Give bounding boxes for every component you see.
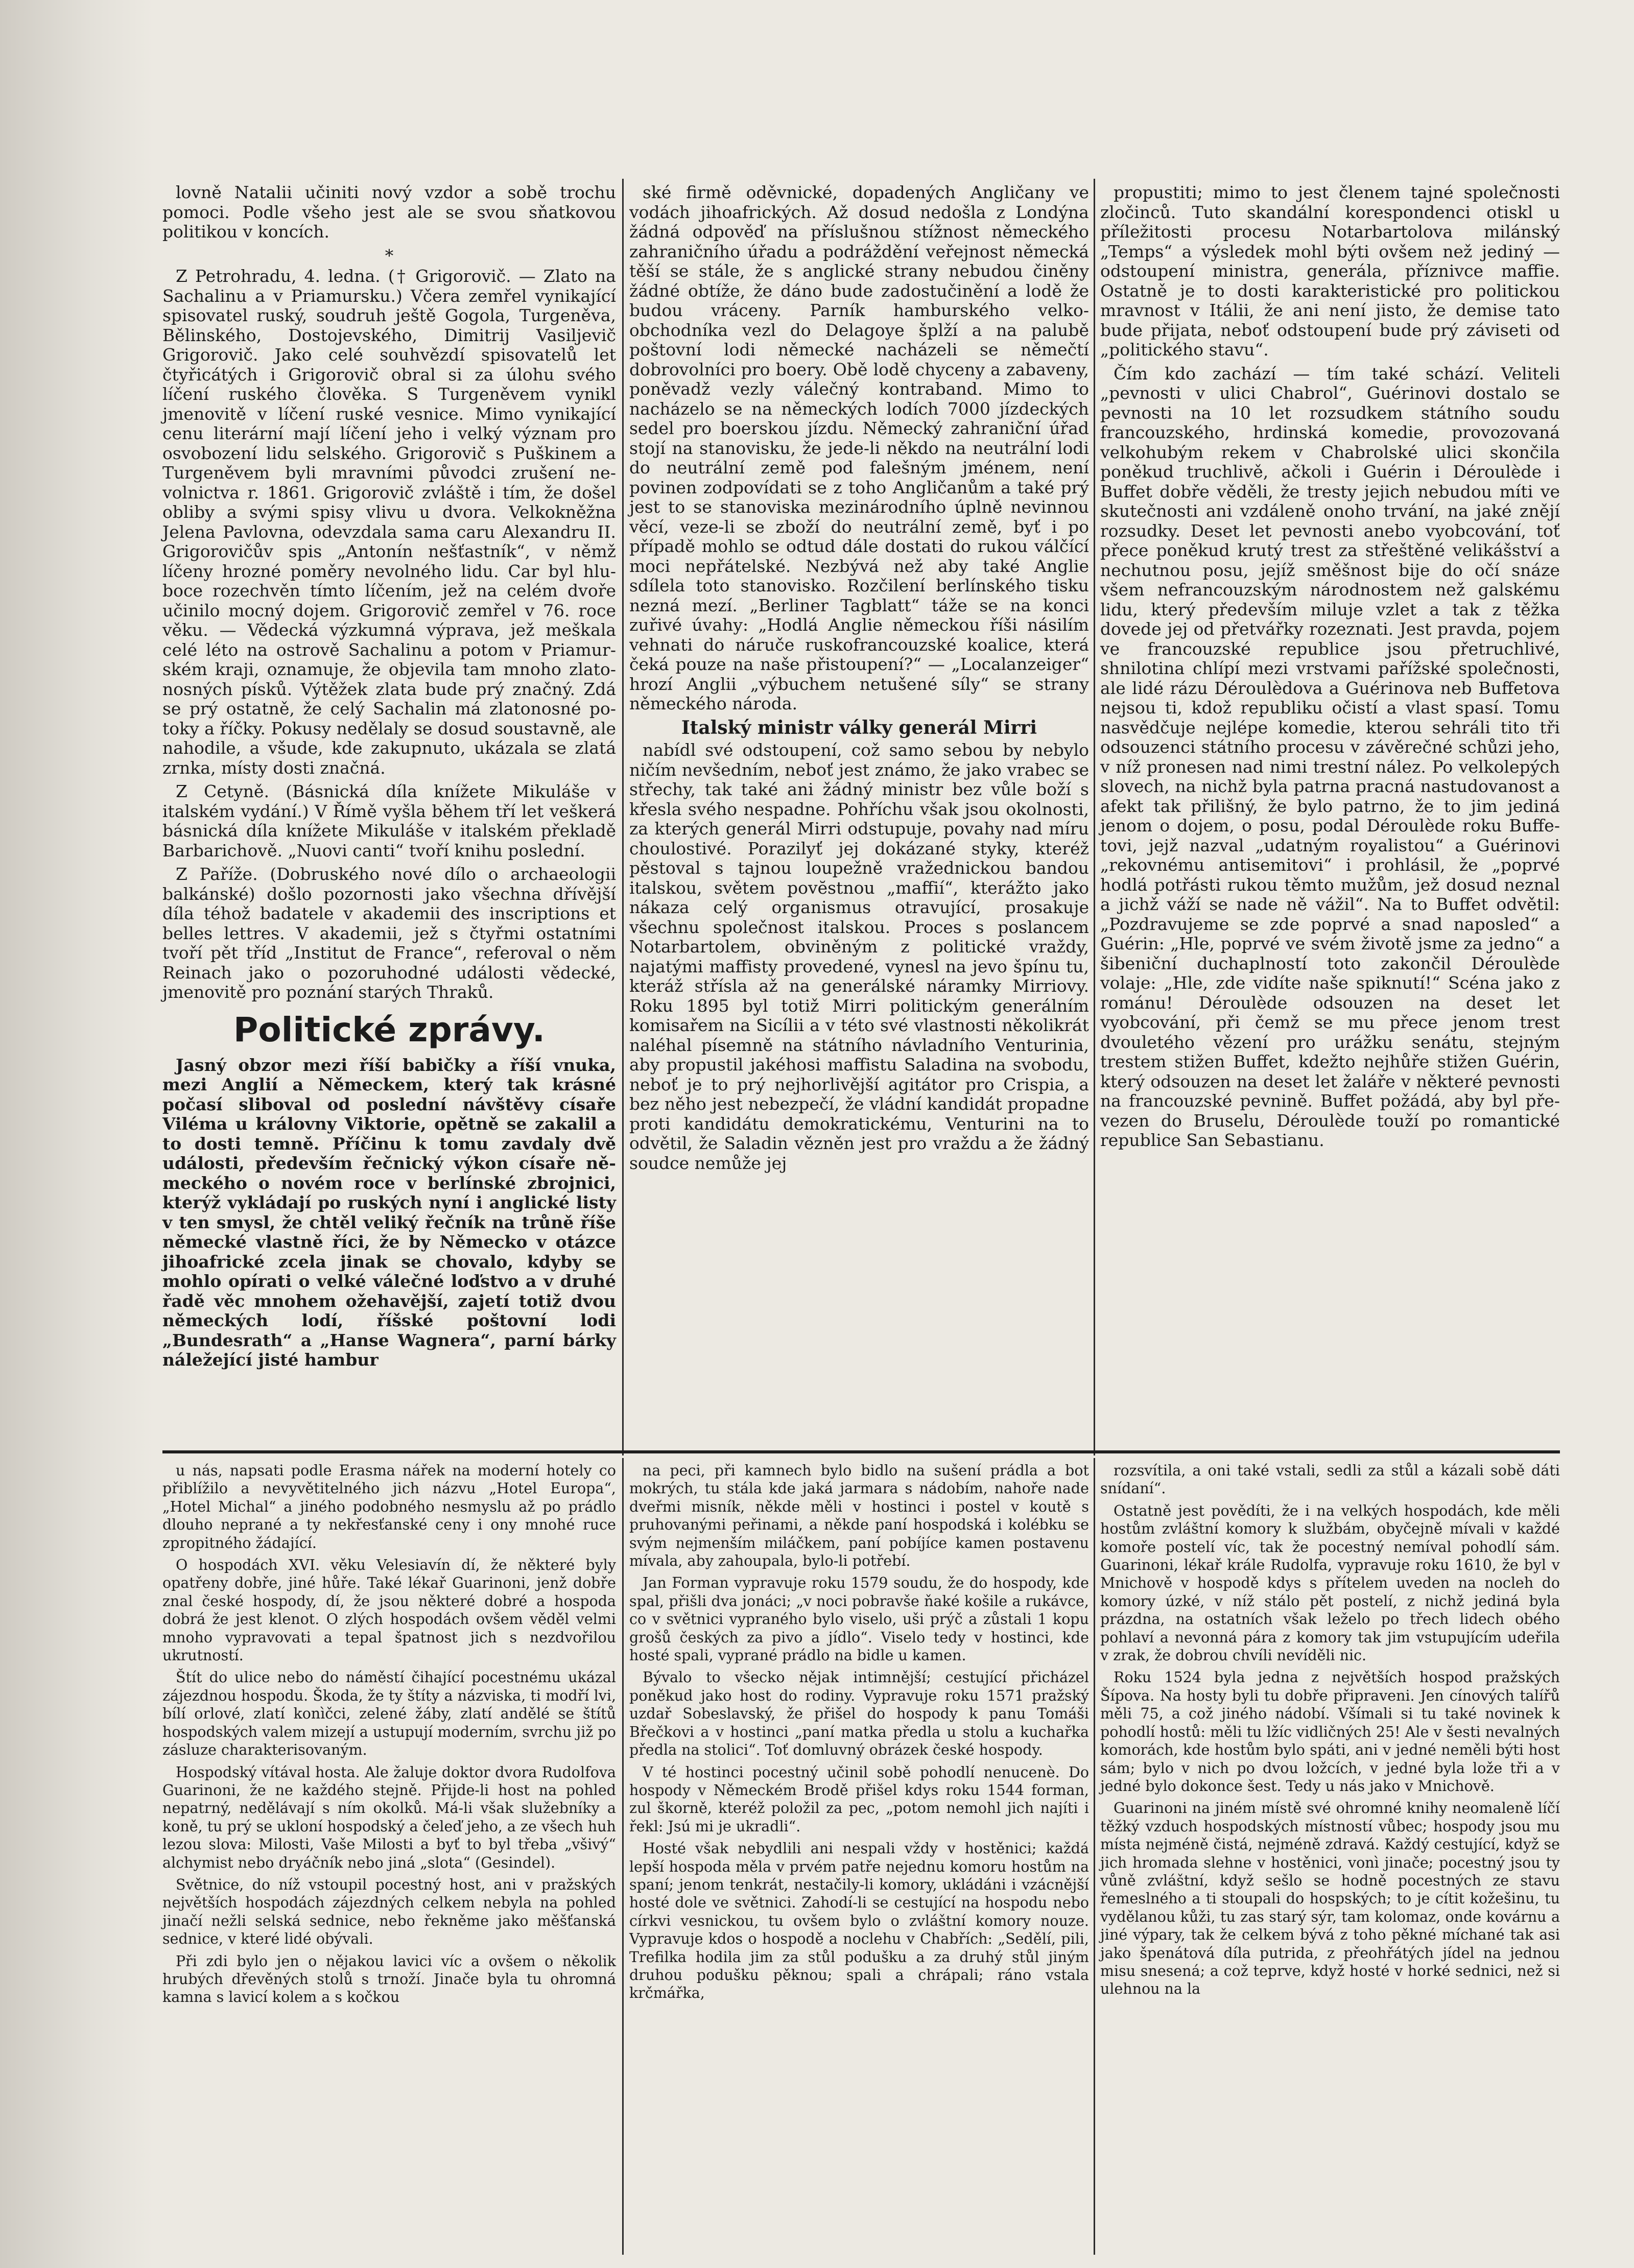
column-rule (1094, 179, 1095, 1455)
paragraph: Ostatně jest povědíti, že i na velkých hospodách, kde měli hostům zvláštní komory k službám, obyčejně mívali v každé komoře postelí víc, tak že pocestný nemíval pohodlí sám. Guarinoni, lékař krále Rudolfa, vypravuje roku 1610, že byl v Mnichově v hospodě kdys s přítelem uveden na nocleh do komory úzké, v níž stálo pět postelí, z nichž jediná byla prázdna, na ostatních však leželo po třech lidech obého pohlaví a nevonná pára z komory tak jim vstupujícím udeřila v zrak, že dobrou chvíli nevíděli nic. (1100, 1502, 1560, 1664)
separator-star: * (385, 245, 394, 266)
feuilleton-rule (162, 1450, 1560, 1453)
column-3-upper (1100, 183, 1560, 1155)
column-rule (622, 1458, 624, 2255)
paragraph: O hospodách XVI. věku Velesiavín dí, že některé byly opatřeny dobře, jiné hůře. Také lékař Guarinoni, jenž dobře znal české hospody, dí, že jsou některé dobré a hospoda dobrá že jest klenot. O zlých hospodách ovšem věděl velmi mnoho vypravovati a tepal špatnost jich s nezdvořilou ukrutností. (162, 1557, 616, 1664)
paragraph: Z Petrohradu, 4. ledna. († Grigorovič. — Zlato na Sachalinu a v Priamursku.) Včera zemřel vynikající spisovatel ruský, soudruh ještě Gogola, Turgeněva, Bělinského, Dostojevského, Dimitrij Vasiljevič Grigorovič. Jako celé souhvězdí spisovatelů let čtyřicátých i Grigorovič obral si za úlohu svého líčení ruského člověka. S Turgeněvem vynikl jmenovitě v líčení ruské vesnice. Mimo vynikající cenu literární mají líčení jeho i velký význam pro osvobození lidu selského. Grigorovič s Puškinem a Turgeněvem byli mravními původci zrušení nevolnictva r. 1861. Grigorovič zvláště i tím, že došel obliby a svými spisy vlivu u dvora. Velkokněžna Jelena Pavlovna, odevzdala sama caru Alexandru II. Grigorovičův spis „Antonín nešťastník“, v němž líčeny hrozné poměry nevolného lidu. Car byl hluboce rozechvěn tímto líčením, jež na celém dvoře učinilo mocný dojem. Grigorovič zemřel v 76. roce věku. — Vědecká výzkumná výprava, jež meškala celé léto na ostrově Sachalinu a potom v Priamurském kraji, oznamuje, že objevila tam mnoho zlatonosných písků. Výtěžek zlata bude prý značný. Zdá se prý ostatně, že celý Sachalin má zlatonosné potoky a říčky. Pokusy nedělaly se dosud soustavně, ale nahodile, a všude, kde zakupnuto, ukázala se zlatá zrnka, místy dosti značná. (162, 266, 616, 778)
paragraph: Štít do ulice nebo do náměstí čihající pocestnému ukázal zájezdnou hospodu. Škoda, že ty štíty a názviska, ti modří lvi, bílí orlové, zlatí konìčci, zelené žáby, zlatí andělé se štítů hospodských valem mizejí a ustupují moderním, svrchu již po zásluze charakterisovaným. (162, 1669, 616, 1759)
paragraph: Z Paříže. (Dobruského nové dílo o archaeologii balkánské) došlo pozornosti jako všechna dřívější díla téhož badatele v akademii des inscriptions et belles lettres. V akademii, jež s čtyřmi ostatními tvoří pět tříd „Institut de France“, referoval o něm Reinach jako o pozoruhodné události vědecké, jmenovitě pro poznání starých Thraků. (162, 864, 616, 1002)
paragraph: Čím kdo zachází — tím také schází. Veliteli „pevnosti v ulici Chabrol“, Guérinovi dostalo se pevnosti na 10 let rozsudkem státního soudu francouzského, hrdinská komedie, provozovaná velkohubým rekem v Chabrolské ulici skončila poněkud truchlivě, ačkoli i Guérin i Déroulède i Buffet dobře věděli, že tresty jejich nebudou míti ve skutečnosti ani vzdáleně onoho trvání, na jaké znějí rozsudky. Deset let pevnosti anebo vyobcování, toť přece poněkud krutý trest za střeštěné velikášství a nechutnou posu, jejíž směšnost bije do očí snáze všem nefrancouzským národnostem než galskému lidu, který především miluje vzlet a tak z těžka dovede jej od přetvářky rozeznati. Jest pravda, pojem ve francouzské republice jsou přetruchlivé, shnilotina chlípí mezi vrstvami pařížské společnosti, ale lidé rázu Déroulèdova a Guérinova neb Buffetova nejsou ti, kdož republiku očistí a vlast spasí. Tomu nasvědčuje nejlépe komedie, kterou sehráli tito tři odsouzenci státního procesu v závěrečné schůzi jeho, v níž pronesen nad nimi trestní nález. Po velkolepých slovech, na nichž byla patrna pracná nastudovanost a afekt tak přilišný, že bylo patrno, že to jim jediná jenom o dojem, o posu, podal Déroulède roku Buffetovi, jejž nazval „udatným royalistou“ a Guérinovi „rekovnému antisemitovi“ i prohlásil, že „poprvé hodlá potřásti rukou těmto mužům, jež dosud neznal a jichž váží se nade ně vážil“. Na to Buffet odvětil: „Pozdravujeme se zde poprvé a snad naposled“ a Guérin: „Hle, poprvé ve svém životě jsme za jedno“ a šibeniční duchaplností toto zakončil Déroulède volaje: „Hle, zde vidíte naše spiknutí!“ Scéna jako z románu! Déroulède odsouzen na deset let vyobcování, při čemž se mu přece jenom trest dvouletého vězení pro urážku senátu, stejným trestem stižen Buffet, kdežto nejhůře stižen Guérin, který odsouzen na deset let žaláře v některé pevnosti na francouzské pevnině. Buffet požádá, aby byl převezen do Bruselu, Déroulède touží po romantické republice San Sebastianu. (1100, 363, 1560, 1150)
page-binding-shadow (0, 0, 153, 2268)
paragraph: propustiti; mimo to jest členem tajné společnosti zločinců. Tuto skandální korespondenci otiskl u příležitosti procesu Notarbartolova milánský „Temps“ a výsledek mohl býti ovšem než jediný — odstoupení ministra, generála, příznivce maffie. Ostatně je to dosti karakteristické pro politickou mravnost v Itálii, že ani není jisto, že demise tato bude přijata, neboť odstoupení bude prý záviseti od „politického stavu“. (1100, 182, 1560, 360)
paragraph: u nás, napsati podle Erasma nářek na moderní hotely co přiblížilo a nevyvětitelného jich názvu „Hotel Europa“, „Hotel Michal“ a jiného podobného nesmyslu až po prádlo dlouho neprané a ty nekřesťanské ceny i ony mnohé ruce zpropitného žádající. (162, 1462, 616, 1551)
paragraph: Roku 1524 byla jedna z největších hospod pražských Šípova. Na hosty byli tu dobře připraveni. Jen cínových talířů měli 75, a což jiného nádobí. Všímali si tu také novinek k pohodlí hostů: měli tu lžíc vidličných 25! Ale v šesti nevalných komorách, kde hostům bylo spáti, ani v jedné neměli býti host sám; bylo v nich po dvou ložcích, v jedné byla lože tři a v jedné bylo dokonce šest. Tedy u nás jako v Mnichově. (1100, 1669, 1560, 1795)
paragraph: Při zdi bylo jen o nějakou lavici víc a ovšem o několik hrubých dřevěných stolů s trnoží. Jinače byla tu ohromná kamna s lavicí kolem a s kočkou (162, 1952, 616, 2006)
paragraph: Hosté však nebydlili ani nespali vždy v hostěnici; každá lepší hospoda měla v prvém patře nejednu komoru hostům na spaní; jenom tenkrát, nestačily-li komory, ukládáni i vzácnější hosté dole ve světnici. Zahodí-li se cestující na hospodu nebo církvi vesnickou, tu ovšem bylo o zvláštní komory nouze. Vypravuje kdos o hospodě a noclehu v Chabřích: „Sedělí, pili, Trefilka hodila jim za stůl podušku a za druhý stůl jiným druhou podušku pěknou; spali a chrápali; ráno vstala krčmářka, (629, 1840, 1089, 2002)
paragraph: Jasný obzor mezi říší babičky a říší vnuka, mezi Anglií a Německem, který tak krásné počasí sliboval od poslední návštěvy císaře Viléma u královny Viktorie, opětně se zakalil a to dosti temně. Příčinu k tomu zavdaly dvě události, především řečnický výkon císaře německého o novém roce v berlínské zbrojnici, kterýž vykládají po ruských nyní i anglické listy v ten smysl, že chtěl veliký řečník na trůně říše německé vlastně říci, že by Německo v otázce jihoafrické zcela jinak se chovalo, kdyby se mohlo opírati o velké válečné loďstvo a v druhé řadě věc mnohem ožehavější, zajetí totiž dvou německých lodí, říšské poštovní lodi „Bundesrath“ a „Hanse Wagnera“, parní bárky náležející jisté hambur (162, 1055, 616, 1370)
paragraph: Jan Forman vypravuje roku 1579 soudu, že do hospody, kde spal, přišli dva jonáci; „v noci pobravše ňaké košile a rukávce, co v světnici vypraného bylo viselo, uši prýč a zůstali 1 kopu grošů českých za pivo a jídlo“. Viselo tedy v hostinci, kde hosté spali, vyprané prádlo na bidle u kamen. (629, 1574, 1089, 1664)
column-1-upper (162, 183, 616, 1374)
paragraph: rozsvítila, a oni také vstali, sedli za stůl a kázali sobě dáti snídaní“. (1100, 1462, 1560, 1497)
paragraph: Bývalo to všecko nějak intimnější; cestující přicházel poněkud jako host do rodiny. Vypravuje roku 1571 pražský uzdař Sobeslavský, že přišel do hospody k panu Tomáši Břečkovi a v hostinci „paní matka předla u stolu a kuchařka předla na stolici“. Toť domluvný obrázek české hospody. (629, 1669, 1089, 1759)
paragraph: lovně Natalii učiniti nový vzdor a sobě trochu pomoci. Podle všeho jest ale se svou sňatkovou politikou v koncích. (162, 182, 616, 242)
section-heading: Politické zprávy. (233, 1010, 545, 1049)
column-rule (1094, 1458, 1095, 2255)
article-heading: Italský ministr války generál Mirri (681, 717, 1037, 738)
paragraph: Hospodský vítával hosta. Ale žaluje doktor dvora Rudolfova Guarinoni, že ne každého stejně. Přijde-li host na pohled nepatrný, nedělávají s ním okolků. Má-li však služebníky a koně, tu prý se ukloní hospodský a čeleď jeho, a ze všech huh lezou slova: Milosti, Vaše Milosti a byť to byl třeba „všivý“ alchymist nebo dryáčník nebo jiná „slota“ (Gesindel). (162, 1763, 617, 1871)
column-1-lower (162, 1462, 616, 2011)
paragraph: Světnice, do níž vstoupil pocestný host, ani v pražských největších hospodách zájezdných celkem nebyla na pohled jinačí nežli selská sednice, nebo řekněme jako měšťanská sednice, v které lidé obývali. (162, 1876, 616, 1948)
paragraph: V té hostinci pocestný učinil sobě pohodlí nenucenè. Do hospody v Německém Brodě přišel kdys roku 1544 forman, zul škorně, kteréž položil za pec, „potom nemohl jich najíti i řekl: Jsú mi je ukradli“. (629, 1763, 1089, 1835)
column-3-lower (1100, 1462, 1560, 2002)
paragraph: nabídl své odstoupení, což samo sebou by nebylo ničím nevšedním, neboť jest známo, že jako vrabec se střechy, tak také ani žádný ministr bez vůle boží s křesla svého nespadne. Pohříchu však jsou okolnosti, za kterých generál Mirri odstupuje, povahy nad míru choulostivé. Porazilyť jej dokázané styky, kteréž pěstoval s tajnou loupežně vražednickou bandou italskou, světem povĕstnou „maffií“, kterážto jako nákaza celý organismus otravující, prosakuje všechnu společnost italskou. Proces s poslancem Notarbartolem, obviněným z politické vraždy, najatými maffisty provedené, vynesl na jevo špínu tu, kteráž střísla až na generálské náramky Mirriovy. Roku 1895 byl totiž Mirri politickým generálním komisařem na Sicílii a v této své vlastnosti několikrát naléhal písemně na státního návladního Venturinia, aby propustil jakéhosi maffistu Saladina na svobodu, neboť je to prý nejhorlivější agitátor pro Crispia, a bez něho jest nebezpečí, že vládní kandidát propadne proti kandidátu demokratickému, Venturini na to odvětil, že Saladin vězněn jest pro vraždu a že žádný soudce nemůže jej (629, 740, 1089, 1173)
paragraph: Guarinoni na jiném místě své ohromné knihy neomaleně líčí těžký vzduch hospodských místností vůbec; hospody jsou mu místa nejméně čistá, nejméně zdravá. Každý cestující, když se jich hromada slehne v hostěnici, vonì jinače; pocestný jsou ty vůně zvláštní, když sešlo se hodně pocestných ze stavu řemeslného a ti stoupali do hospských; to je cítit kožešinu, tu vydělanou kůži, tu zas starý sýr, tam kolomaz, onde kovárnu a jiné výpary, tak že celkem bývá z toho pěkné míchané tak asi jako špenátová díla putrida, z přeohřátých jídel na jednou misu snesená; a což teprve, když hosté v horké sednici, než si ulehnou na la (1100, 1800, 1560, 1998)
paragraph: na peci, při kamnech bylo bidlo na sušení prádla a bot mokrých, tu stála kde jaká jarmara s nádobím, nahoře nade dveřmi misník, někde měli v hostinci i postel v koutě s pruhovanými peřinami, a někde paní hospodská i kolébku se svým nejmenším miláčkem, paní pobíjíce kamen postavenu mívala, aby zahoupala, bylo-li potřebí. (629, 1462, 1089, 1570)
column-rule (622, 179, 624, 1455)
column-2-lower (629, 1462, 1089, 2007)
column-2-upper (629, 183, 1089, 1177)
paragraph: ské firmě oděvnické, dopadených Angličany ve vodách jihoafrických. Až dosud nedošla z Londýna žádná odpověď na příslušnou stížnost německého zahraničního úřadu a podráždění veřejnost německá těší se stále, že s anglické strany nebudou činěny žádné obtíže, že dáno bude zadostučinění a lodě že budou vráceny. Parník hamburského velkoobchodníka vezl do Delagoye šplží a na palubě poštovní lodi německé nacházeli se němečtí dobrovolníci pro boery. Obě lodě chyceny a zabaveny, poněvadž vezly válečný kontraband. Mimo to nacházelo se na německých lodích 7000 jízdeckých sedel pro boerskou jízdu. Německý zahraniční úřad stojí na stanovisku, že jede-li někdo na neutrální lodi do neutrální země pod falešným jménem, není povinen zodpovídati se z toho Angličanům a také prý jest to se stanoviska mezinárodního úplně nevinnou věcí, veze-li se zboží do neutrální země, byť i po případě mohlo se odtud dále dostati do rukou válčící moci nepřátelské. Nezbývá než aby také Anglie sdílela toto stanovisko. Rozčilení berlínského tisku nezná mezí. „Berliner Tagblatt“ táže se na konci zuřivé úvahy: „Hodlá Anglie německou říši násilím vehnati do náruče ruskofrancouzské koalice, která čeká pouze na naše přistoupení?“ — „Localanzeiger“ hrozí Anglii „výbuchem netušené síly“ se strany německého národa. (629, 182, 1089, 713)
paragraph: Z Cetyně. (Básnická díla knížete Mikuláše v italském vydání.) V Římě vyšla během tří let veškerá básnická díla knížete Mikuláše v italském překladě Barbarichově. „Nuovi canti“ tvoří knihu poslední. (162, 781, 616, 861)
